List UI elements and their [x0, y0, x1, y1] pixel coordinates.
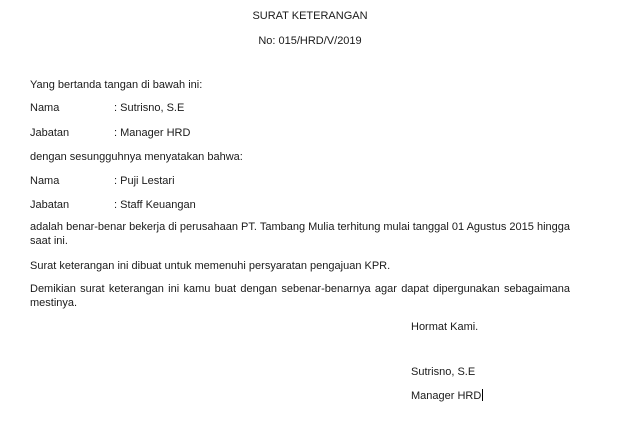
closing-salutation: Hormat Kami.	[411, 321, 479, 333]
signer-name-label: Nama	[30, 102, 60, 114]
signer-name-row	[30, 101, 184, 115]
signature-name: Sutrisno, S.E	[411, 366, 476, 378]
text-cursor	[482, 389, 483, 401]
signature-title: Manager HRD	[411, 390, 482, 402]
signer-position-value: : Manager HRD	[114, 127, 191, 139]
signer-position-label: Jabatan	[30, 127, 70, 139]
body-paragraph-employment: adalah benar-benar bekerja di perusahaan PT. Tambang Mulia terhitung mulai tanggal 01 Agustus 2015 hingga saat ini.	[30, 221, 570, 247]
employee-name-label: Nama	[30, 175, 60, 187]
signature-title-row	[411, 389, 483, 403]
employee-name-value: : Puji Lestari	[114, 175, 175, 187]
body-paragraph-purpose: Surat keterangan ini dibuat untuk memenuhi persyaratan pengajuan KPR.	[30, 260, 391, 272]
employee-name-row	[30, 174, 175, 188]
employee-position-value: : Staff Keuangan	[114, 199, 196, 211]
employee-position-label: Jabatan	[30, 199, 70, 211]
body-paragraph-closing: Demikian surat keterangan ini kamu buat dengan sebenar-benarnya agar dapat dipergunakan sebagaimana mestinya.	[30, 283, 570, 309]
letter-number: No: 015/HRD/V/2019	[258, 35, 362, 47]
letter-title: SURAT KETERANGAN	[252, 10, 368, 22]
statement-text: dengan sesungguhnya menyatakan bahwa:	[30, 151, 243, 163]
intro-text: Yang bertanda tangan di bawah ini:	[30, 79, 203, 91]
employee-position-row	[30, 198, 196, 212]
signer-name-value: : Sutrisno, S.E	[114, 102, 185, 114]
signer-position-row	[30, 126, 190, 140]
